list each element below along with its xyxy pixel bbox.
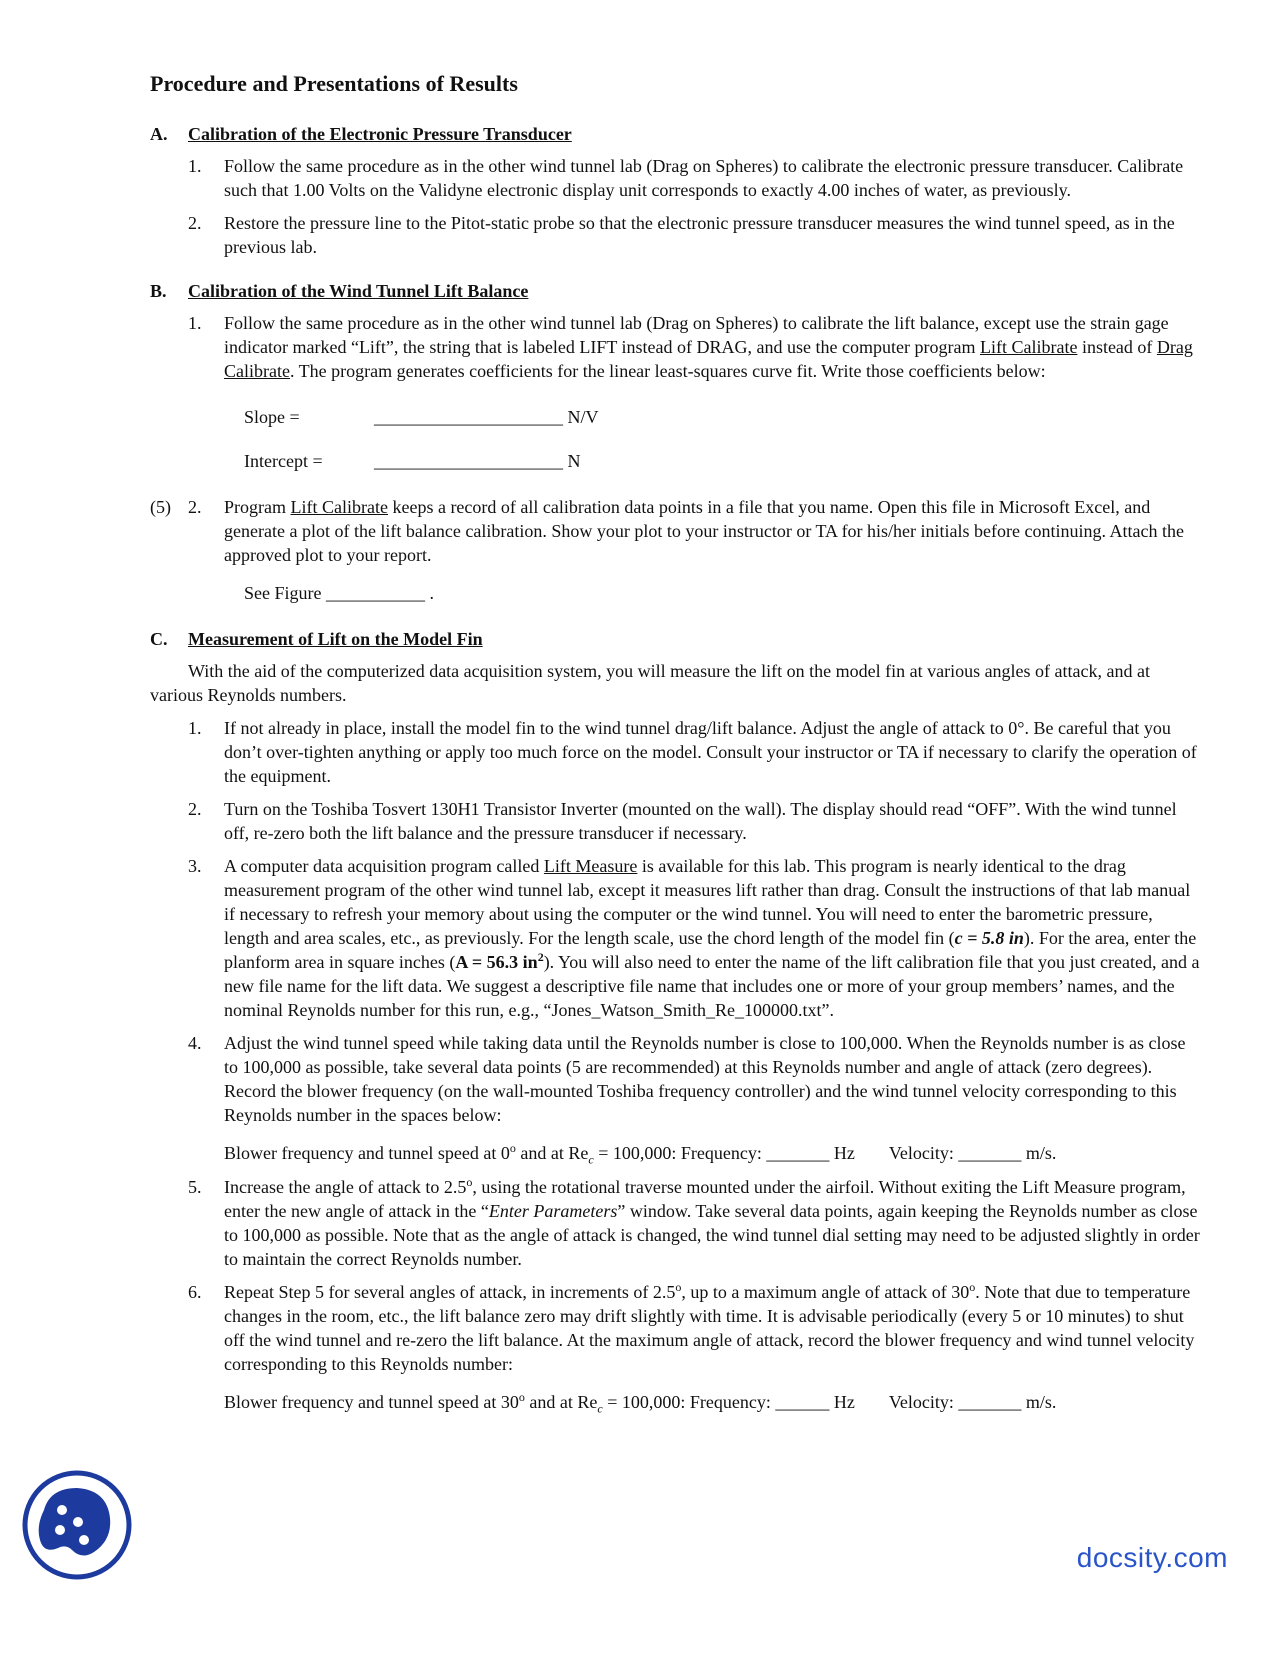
docsity-watermark[interactable]: docsity.com (1076, 1542, 1228, 1573)
list-item: 4. Adjust the wind tunnel speed while taking data until the Reynolds number is close to 100,000. When the Reynolds number is as close to 100,000 as possible, take several data points (5 are recommended) at this Reynolds number and angle of attack (zero degrees). Record the blower frequency (on the wall-mounted Toshiba frequency controller) and the wind tunnel velocity corresponding to this Reynolds number in the spaces below: (188, 1033, 1186, 1125)
section-title: Calibration of the Wind Tunnel Lift Balance (188, 281, 529, 301)
blower-frequency-0deg: Blower frequency and tunnel speed at 0$^o$ and at $Re_c = 100,000$: Frequency: _______ Hz Velocity: _______ m/s. (224, 1141, 1057, 1167)
list-item: 5. Increase the angle of attack to 2.5$^o$, using the rotational traverse mounted under the airfoil. Without exiting the Lift Measure program, enter the new angle of attack in the “Enter Parameters” window. Take several data points, again keeping the Reynolds number as close to 100,000 as possible. Note that as the angle of attack is changed, the wind tunnel dial setting may need to be adjusted slightly in order to maintain the correct Reynolds number. (188, 1175, 1200, 1269)
points-value: (5) (150, 497, 171, 517)
program-name-lift-calibrate: Lift Calibrate (290, 497, 388, 517)
document-page (150, 70, 1200, 1414)
section-letter: C. (150, 629, 168, 649)
section-c-intro: With the aid of the computerized data acquisition system, you will measure the lift on the model fin at various angles of attack, and at various Reynolds numbers. (150, 661, 1150, 705)
list-item: 1. Follow the same procedure as in the other wind tunnel lab (Drag on Spheres) to calibrate the lift balance, except use the strain gage indicator marked “Lift”, the string that is labeled LIFT instead of DRAG, and use the computer program Lift Calibrate instead of Drag Calibrate. The program generates coefficients for the linear least-squares curve fit. Write those coefficients below: (188, 313, 1193, 381)
blower-frequency-30deg: Blower frequency and tunnel speed at 30$^o$ and at $Re_c = 100,000$: Frequency: ______ Hz Velocity: _______ m/s. (224, 1390, 1057, 1416)
section-letter: B. (150, 281, 167, 301)
list-item: 2. Turn on the Toshiba Tosvert 130H1 Transistor Inverter (mounted on the wall). The display should read “OFF”. With the wind tunnel off, re-zero both the lift balance and the pressure transducer if necessary. (188, 799, 1177, 843)
program-name-lift-measure: Lift Measure (543, 856, 638, 876)
section-title: Calibration of the Electronic Pressure Transducer (188, 124, 572, 144)
slope-field: Slope = _____________________ N/V (244, 407, 599, 427)
list-item: 2. Restore the pressure line to the Pitot-static probe so that the electronic pressure transducer measures the wind tunnel speed, as in the previous lab. (188, 213, 1175, 257)
section-b-heading (150, 279, 1200, 303)
page-title: Procedure and Presentations of Results (150, 71, 518, 96)
list-item: 2. Program Lift Calibrate keeps a record of all calibration data points in a file that you name. Open this file in Microsoft Excel, and generate a plot of the lift balance calibration. Show your plot to your instructor or TA for his/her initials before continuing. Attach the approved plot to your report. (188, 497, 1184, 565)
list-item: 1. Follow the same procedure as in the other wind tunnel lab (Drag on Spheres) to calibrate the electronic pressure transducer. Calibrate such that 1.00 Volts on the Validyne electronic display unit corresponds to exactly 4.00 inches of water, as previously. (188, 156, 1184, 200)
section-a-heading (150, 122, 1200, 146)
list-item: 3. A computer data acquisition program called Lift Measure is available for this lab. This program is nearly identical to the drag measurement program of the other wind tunnel lab, except it measures lift rather than drag. Consult the instructions of that lab manual if necessary to refresh your memory about using the computer or the wind tunnel. You will need to enter the barometric pressure, length and area scales, etc., as previously. For the length scale, use the chord length of the model fin (c = 5.8 in). For the area, enter the planform area in square inches (A = 56.3 $in^2$). You will also need to enter the name of the lift calibration file that you just created, and a new file name for the lift data. We suggest a descriptive file name that includes one or more of your group members’ names, and the nominal Reynolds number for this run, e.g., “Jones_Watson_Smith_Re_100000.txt”. (188, 856, 1200, 1020)
section-letter: A. (150, 124, 168, 144)
list-item: 6. Repeat Step 5 for several angles of attack, in increments of 2.5$^o$, up to a maximum angle of attack of 30$^o$. Note that due to temperature changes in the room, etc., the lift balance zero may drift slightly with time. It is advisable periodically (every 5 or 10 minutes) to shut off the wind tunnel and re-zero the lift balance. At the maximum angle of attack, record the blower frequency and wind tunnel velocity corresponding to this Reynolds number: (188, 1280, 1195, 1374)
section-c-heading (150, 627, 1200, 651)
docsity-logo-icon (22, 1470, 132, 1580)
list-item: 1. If not already in place, install the model fin to the wind tunnel drag/lift balance. Adjust the angle of attack to 0°. Be careful that you don’t over-tighten anything or apply too much force on the model. Consult your instructor or TA if necessary to clarify the operation of the equipment. (188, 718, 1197, 786)
intercept-field: Intercept = _____________________ N (244, 451, 581, 471)
see-figure-field: See Figure ___________ . (244, 583, 434, 603)
program-name-lift-calibrate: Lift Calibrate (979, 337, 1078, 357)
program-name-drag-calibrate: Drag Calibrate (224, 337, 1193, 381)
section-title: Measurement of Lift on the Model Fin (188, 629, 483, 649)
